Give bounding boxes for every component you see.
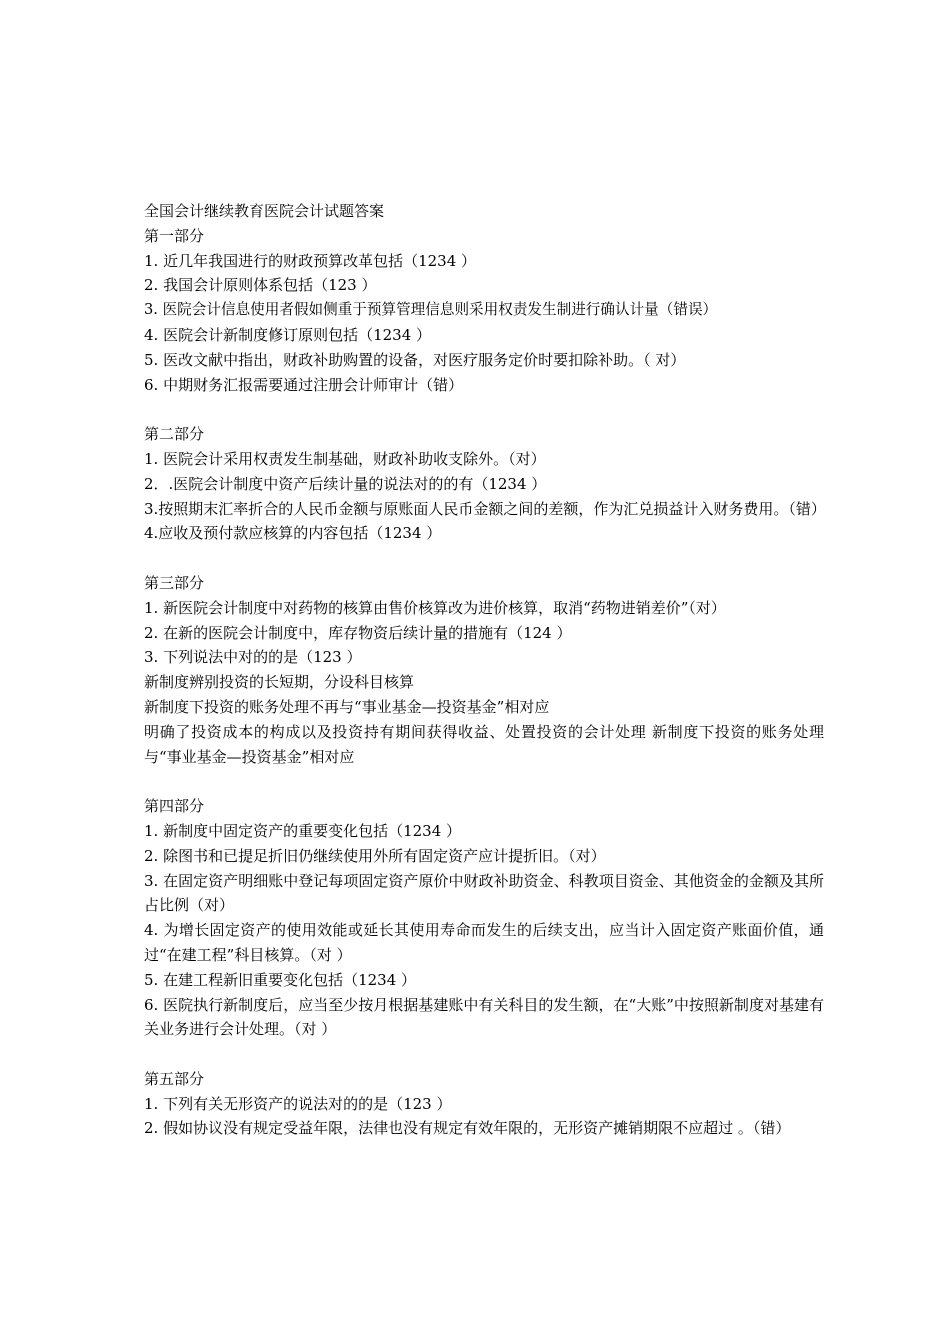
answer-line: 1. 下列有关无形资产的说法对的的是（123 ） [144, 1094, 452, 1113]
section-1 [144, 224, 824, 398]
answer-line: 5. 在建工程新旧重要变化包括（1234 ） [144, 970, 417, 989]
answer-line: 3. 医院会计信息使用者假如侧重于预算管理信息则采用权责发生制进行确认计量（错误） [144, 301, 718, 319]
answer-line: 1. 新制度中固定资产的重要变化包括（1234 ） [144, 821, 462, 840]
answer-line: 3.按照期末汇率折合的人民币金额与原账面人民币金额之间的差额，作为汇兑损益计入财务费用。（错） [144, 499, 826, 518]
section-4 [144, 794, 824, 1042]
document-title: 全国会计继续教育医院会计试题答案 [144, 202, 385, 220]
answer-line: 5. 医改文献中指出，财政补助购置的设备，对医疗服务定价时要扣除补助。（ 对） [144, 350, 686, 369]
answer-line: 1. 新医院会计制度中对药物的核算由售价核算改为进价核算，取消“药物进销差价”（对） [144, 598, 726, 617]
answer-line: 4. 医院会计新制度修订原则包括（1234 ） [144, 325, 432, 344]
answer-line: 新制度下投资的账务处理不再与“事业基金—投资基金”相对应 [144, 697, 550, 716]
answer-line: 4. 为增长固定资产的使用效能或延长其使用寿命而发生的后续支出，应当计入固定资产账面价值，通过“在建工程”科目核算。（对 ） [144, 921, 824, 964]
document-body [144, 199, 824, 1141]
section-heading: 第五部分 [144, 1069, 205, 1088]
spacer [144, 546, 824, 571]
answer-line: 4.应收及预付款应核算的内容包括（1234 ） [144, 524, 442, 543]
answer-line: 1. 近几年我国进行的财政预算改革包括（1234 ） [144, 251, 477, 270]
spacer [144, 769, 824, 794]
section-heading: 第一部分 [144, 226, 205, 245]
section-3 [144, 571, 824, 769]
answer-line: 3. 下列说法中对的的是（123 ） [144, 648, 362, 667]
answer-line: 2. 在新的医院会计制度中，库存物资后续计量的措施有（124 ） [144, 623, 572, 642]
section-heading: 第二部分 [144, 425, 205, 444]
answer-line: 2. 我国会计原则体系包括（123 ） [144, 276, 377, 295]
answer-line: 6. 中期财务汇报需要通过注册会计师审计（错） [144, 375, 464, 394]
section-5 [144, 1067, 824, 1141]
section-heading: 第三部分 [144, 573, 205, 592]
answer-line: 明确了投资成本的构成以及投资持有期间获得收益、处置投资的会计处理 新制度下投资的账务处理与“事业基金—投资基金”相对应 [144, 722, 824, 766]
answer-line: 新制度辨别投资的长短期，分设科目核算 [144, 673, 415, 692]
answer-line: 1. 医院会计采用权责发生制基础，财政补助收支除外。（对） [144, 449, 546, 468]
answer-line: 3. 在固定资产明细账中登记每项固定资产原价中财政补助资金、科教项目资金、其他资金的金额及其所占比例（对） [144, 871, 824, 915]
answer-line: 2．.医院会计制度中资产后续计量的说法对的的有（1234 ） [144, 474, 547, 493]
answer-line: 2. 假如协议没有规定受益年限，法律也没有规定有效年限的，无形资产摊销期限不应超过 。（错） [144, 1119, 791, 1138]
section-heading: 第四部分 [144, 797, 205, 816]
answer-line: 6. 医院执行新制度后，应当至少按月根据基建账中有关科目的发生额，在“大账”中按照新制度对基建有关业务进行会计处理。（对 ） [144, 995, 824, 1039]
answer-line: 2. 除图书和已提足折旧仍继续使用外所有固定资产应计提折旧。（对） [144, 846, 606, 865]
section-2 [144, 422, 824, 546]
spacer [144, 1042, 824, 1067]
spacer [144, 397, 824, 422]
